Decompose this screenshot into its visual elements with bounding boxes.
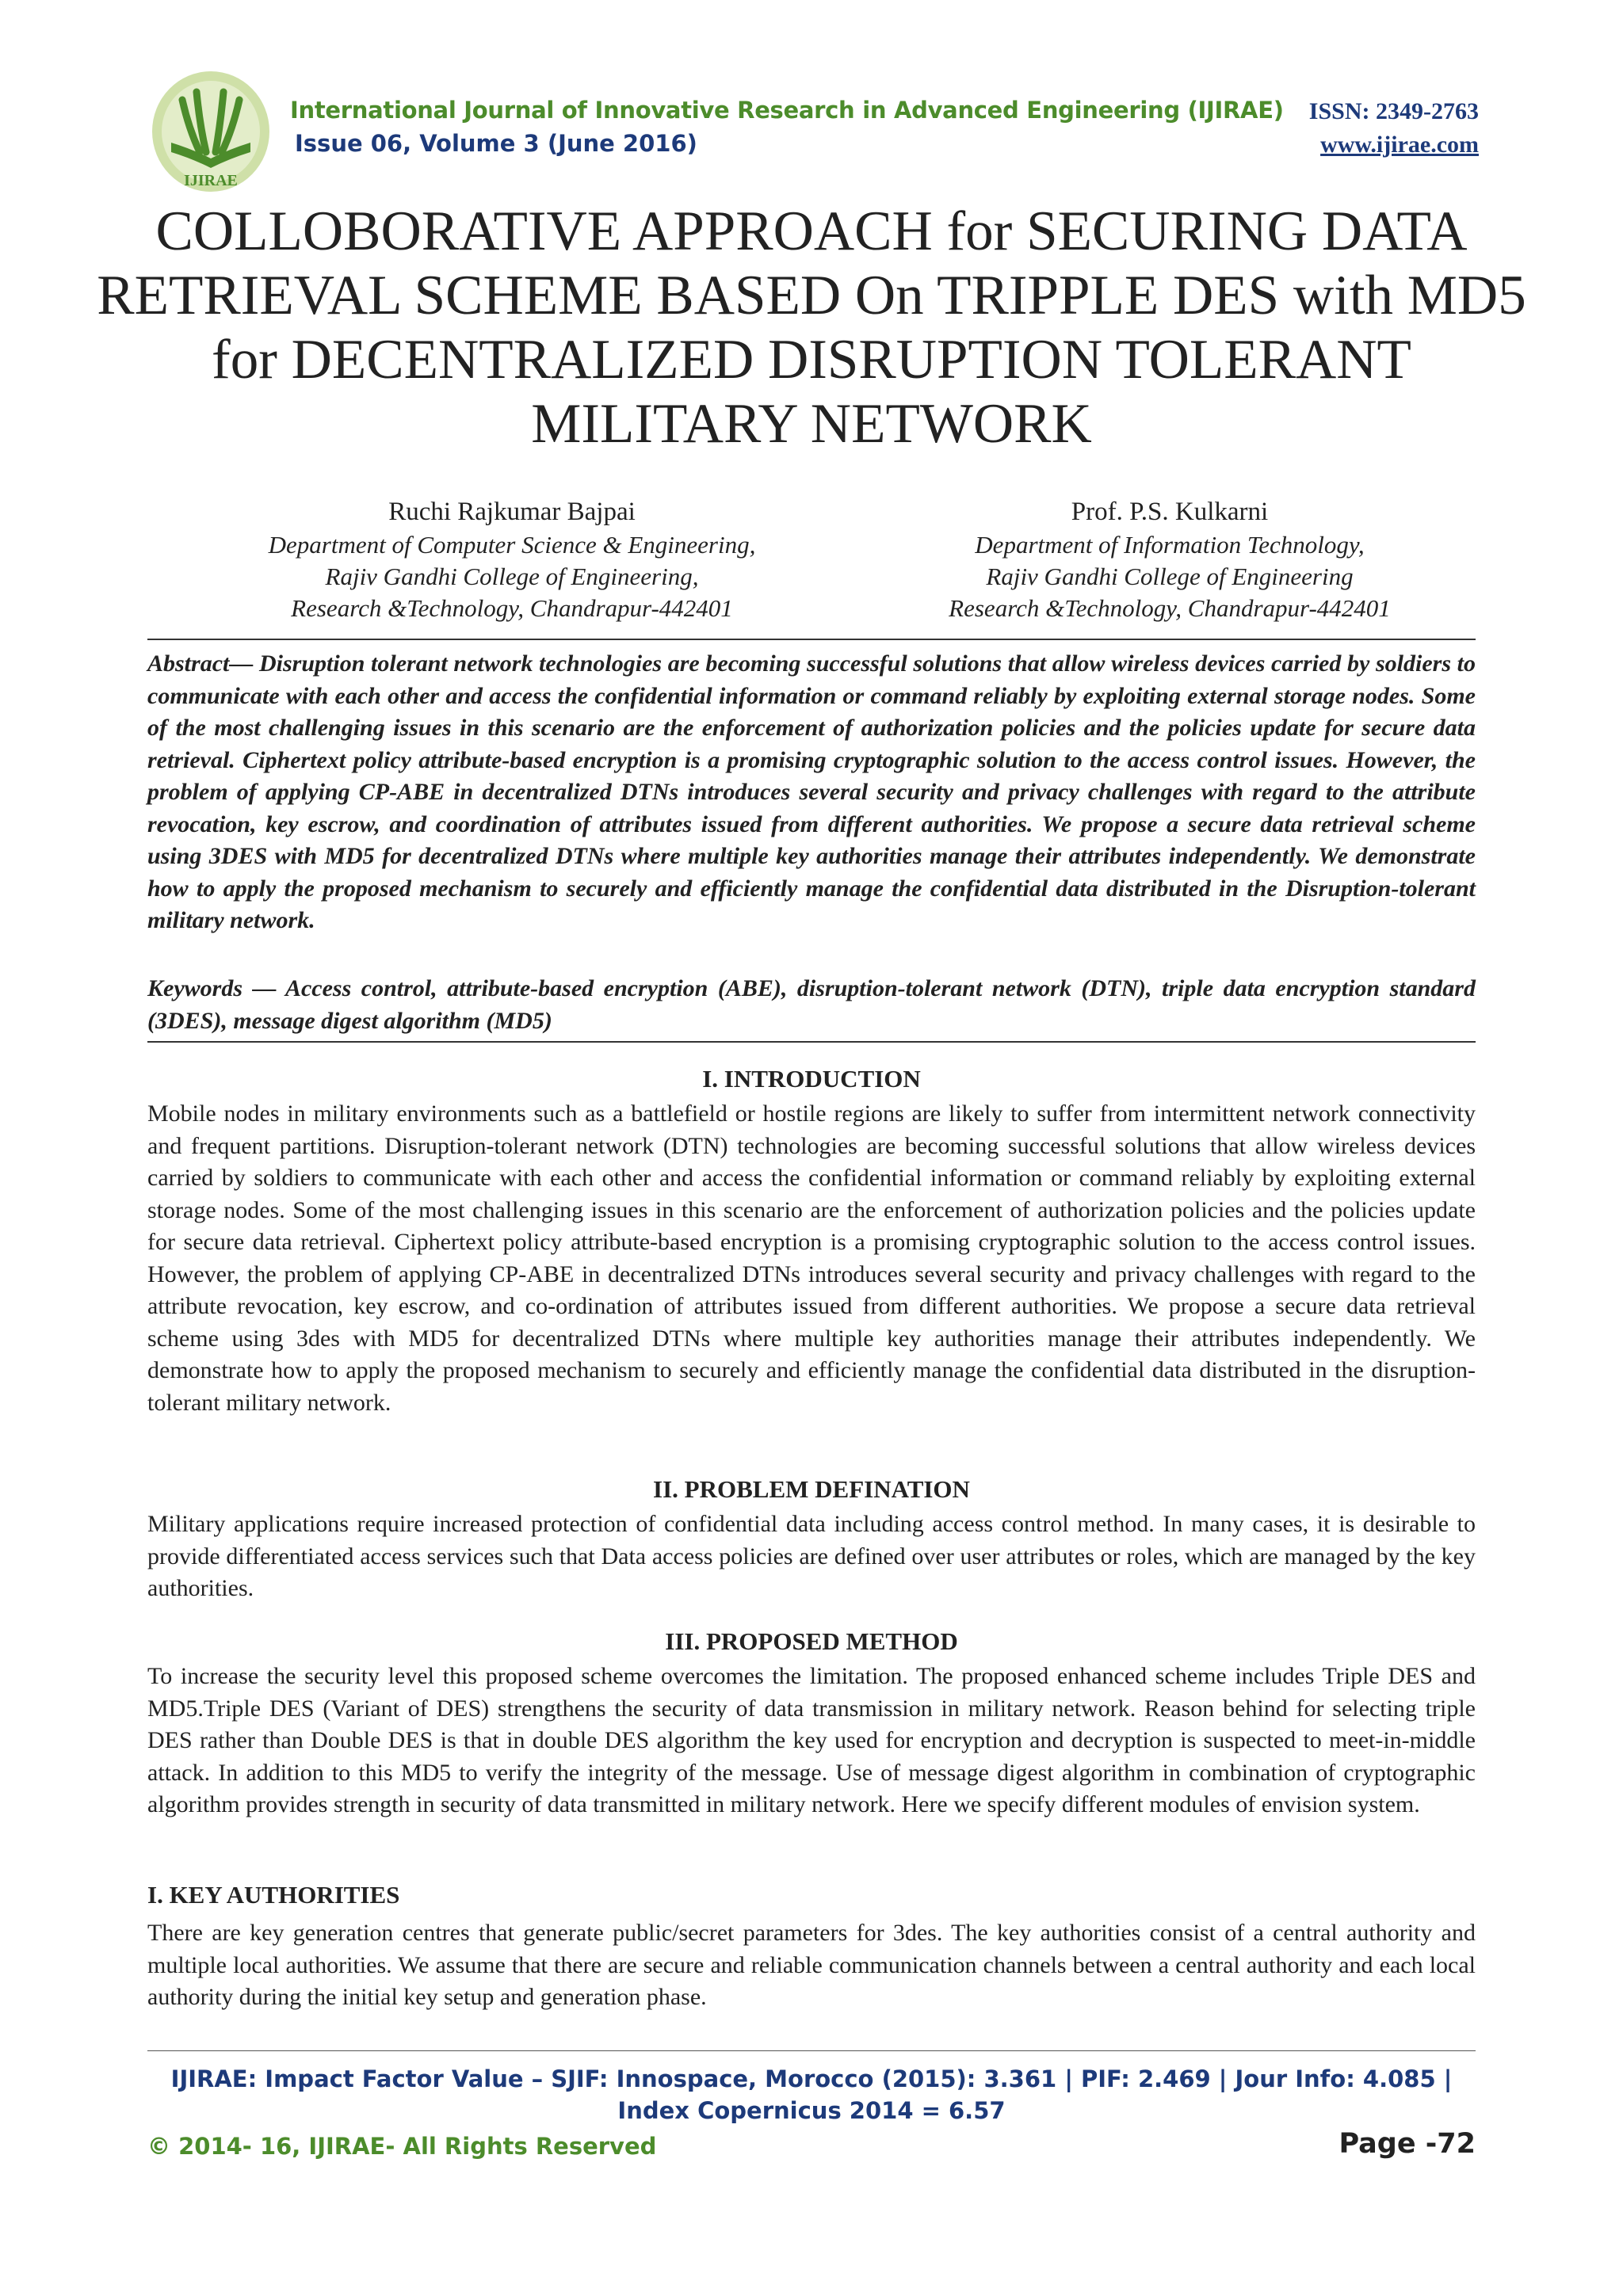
journal-header xyxy=(147,70,1479,189)
abstract-top-rule xyxy=(147,639,1476,640)
introduction-text: Mobile nodes in military environments such as a battlefield or hostile regions are likely to suffer from intermittent network connectivity and frequent partitions. Disruption-tolerant network (DTN) technologies are becoming successful solutions that allow wireless devices carried by soldiers to communicate with each other and access the confidential information or command reliably by exploiting external storage nodes. Some of the most challenging issues in this scenario are the enforcement of authorization policies and the policies update for secure data retrieval. Ciphertext policy attribute-based encryption is a promising cryptographic solution to the access control issues. However, the problem of applying CP-ABE in decentralized DTNs introduces several security and privacy challenges with regard to the attribute revocation, key escrow, and co-ordination of attributes issued from different authorities. We propose a secure data retrieval scheme using 3des with MD5 for decentralized DTNs where multiple key authorities manage their attributes independently. We demonstrate how to apply the proposed mechanism to securely and efficiently manage the confidential data distributed in the disruption-tolerant military network. xyxy=(147,1100,1476,1416)
author-block xyxy=(869,494,1471,624)
logo-text: IJIRAE xyxy=(184,172,238,189)
ijirae-logo-icon xyxy=(147,70,279,196)
page-number: Page -72 xyxy=(1338,2128,1476,2160)
issn: ISSN: 2349-2763 xyxy=(1308,98,1479,124)
author-affiliation: Research &Technology, Chandrapur-442401 xyxy=(291,594,733,622)
website-link[interactable]: www.ijirae.com xyxy=(1320,132,1479,158)
author-block xyxy=(211,494,813,624)
key-authorities-text: There are key generation centres that generate public/secret parameters for 3des. The key authorities consist of a central authority and multiple local authorities. We assume that there are secure and reliable communication channels between a central authority and each local authority during the initial key setup and generation phase. xyxy=(147,1920,1476,2010)
author-affiliation: Department of Computer Science & Engineering, xyxy=(268,531,756,559)
keywords: Keywords — Access control, attribute-based encryption (ABE), disruption-tolerant network (DTN), triple data encryption standard (3DES), message digest algorithm (MD5) xyxy=(147,975,1476,1034)
impact-factor: IJIRAE: Impact Factor Value – SJIF: Innospace, Morocco (2015): 3.361 | PIF: 2.469 | Jour Info: 4.085 | Index Copernicus 2014 = 6.57 xyxy=(170,2065,1453,2124)
author-affiliation: Rajiv Gandhi College of Engineering xyxy=(986,563,1354,590)
journal-name: International Journal of Innovative Research in Advanced Engineering (IJIRAE) xyxy=(290,97,1284,124)
author-affiliation: Rajiv Gandhi College of Engineering, xyxy=(325,563,699,590)
section-heading-problem: II. PROBLEM DEFINATION xyxy=(653,1475,970,1503)
author-name: Ruchi Rajkumar Bajpai xyxy=(388,498,636,526)
abstract-bottom-rule xyxy=(147,1041,1476,1043)
section-heading-method: III. PROPOSED METHOD xyxy=(665,1627,958,1655)
section-heading-introduction: I. INTRODUCTION xyxy=(702,1065,921,1093)
copyright: © 2014- 16, IJIRAE- All Rights Reserved xyxy=(147,2133,657,2160)
paper-title: COLLOBORATIVE APPROACH for SECURING DATA RETRIEVAL SCHEME BASED On TRIPPLE DES with MD5 for DECENTRALIZED DISRUPTION TOLERANT MILITARY NETWORK xyxy=(97,200,1526,455)
author-affiliation: Department of Information Technology, xyxy=(975,531,1365,559)
issue-info: Issue 06, Volume 3 (June 2016) xyxy=(295,130,697,157)
section-heading-key-authorities: I. KEY AUTHORITIES xyxy=(147,1881,400,1909)
method-text: To increase the security level this proposed scheme overcomes the limitation. The proposed enhanced scheme includes Triple DES and MD5.Triple DES (Variant of DES) strengthens the security of data transmission in military network. Reason behind for selecting triple DES rather than Double DES is that in double DES algorithm the key used for encryption and decryption is suspected to meet-in-middle attack. In addition to this MD5 to verify the integrity of the message. Use of message digest algorithm in combination of cryptographic algorithm provides strength in security of data transmitted in military network. Here we specify different modules of envision system. xyxy=(147,1663,1476,1817)
footer-rule xyxy=(147,2050,1476,2051)
author-name: Prof. P.S. Kulkarni xyxy=(1071,498,1269,526)
problem-text: Military applications require increased protection of confidential data including access control method. In many cases, it is desirable to provide differentiated access services such that Data access policies are defined over user attributes or roles, which are managed by the key authorities. xyxy=(147,1511,1476,1601)
abstract: Abstract— Disruption tolerant network technologies are becoming successful solutions that allow wireless devices carried by soldiers to communicate with each other and access the confidential information or command reliably by exploiting external storage nodes. Some of the most challenging issues in this scenario are the enforcement of authorization policies and the policies update for secure data retrieval. Ciphertext policy attribute-based encryption is a promising cryptographic solution to the access control issues. However, the problem of applying CP-ABE in decentralized DTNs introduces several security and privacy challenges with regard to the attribute revocation, key escrow, and coordination of attributes issued from different authorities. We propose a secure data retrieval scheme using 3DES with MD5 for decentralized DTNs where multiple key authorities manage their attributes independently. We demonstrate how to apply the proposed mechanism to securely and efficiently manage the confidential data distributed in the Disruption-tolerant military network. xyxy=(147,650,1476,933)
author-affiliation: Research &Technology, Chandrapur-442401 xyxy=(949,594,1391,622)
